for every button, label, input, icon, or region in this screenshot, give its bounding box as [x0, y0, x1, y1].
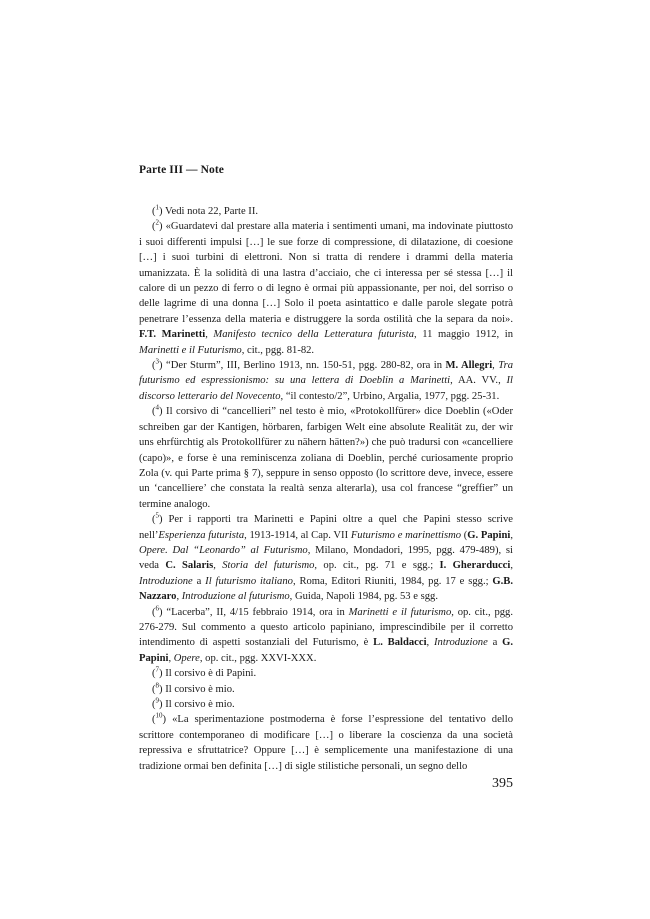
work-title: Il discorso letterario del Novecento — [139, 375, 513, 402]
footnote-number: 1 — [155, 203, 160, 212]
author-name: C. Salaris — [165, 560, 214, 572]
note-text: , 1913-1914, al Cap. VII — [244, 529, 351, 541]
footnote-number: 6 — [155, 604, 160, 613]
note-text: , — [213, 560, 223, 572]
note-text: Il corsivo di “cancellieri” nel testo è mio, «Protokollfürer» dice Doeblin («Oder schreiben gar der Kantigen, hörbaren, farbigen Welt eine absolute Realität zu, der wir uns ehrfürchtig als Protokollfürer zu nähern hätten?») che può tradursi con «cancelliere (capo)», e forse è una reminiscenza zoliana di Doeblin, perché curiosamente proprio Zola (v. qui Parte prima § 7), seppure in senso opposto (lo scrittore deve, invece, essere un ‘cancelliere’ che constata la realtà senza alterarla), usa col francese “greffier” un termine analogo. — [139, 406, 513, 510]
footnote-1: ($^1$) Vedi nota 22, Parte II. — [152, 203, 258, 217]
note-text: a — [192, 575, 206, 587]
note-text: ( — [461, 529, 468, 541]
work-title: Il futurismo italiano — [205, 575, 293, 587]
note-text: , AA. VV., — [450, 375, 507, 387]
footnote-3: ($^3$) “Der Sturm”, III, Berlino 1913, nn. 150-51, pgg. 280-82, ora in M. Allegri, Tra futurismo ed espressionismo: su una lettera di Doeblin a Marinetti, AA. VV., Il discorso letterario del Novecento, “il contesto/2”, Urbino, Argalia, 1977, pgg. 25-31. — [139, 357, 513, 402]
work-title: Opere — [173, 652, 200, 664]
note-text: , Milano, Mondadori, 1995, pgg. 479-489), si veda — [139, 544, 513, 572]
note-text: , — [168, 652, 174, 664]
work-title: Introduzione — [139, 575, 193, 587]
footnote-8: ($^8$) Il corsivo è mio. — [152, 681, 235, 695]
note-text: , op. cit., pg. 71 e sgg.; — [314, 560, 440, 572]
author-name: L. Baldacci — [373, 637, 427, 649]
note-text: , — [426, 637, 435, 649]
note-text: «La sperimentazione postmoderna è forse l’espressione del tentativo dello scrittore contemporaneo di modificare […] o liberare la coscienza da una società repressiva e sfruttatrice? Oppure […] è semplicemente una manifestazione di una tradizione ormai ben definita […] di sigle stilistiche personali, un segno dello — [139, 714, 513, 772]
footnote-6: ($^6$) “Lacerba”, II, 4/15 febbraio 1914, ora in Marinetti e il futurismo, op. cit., pgg. 276-279. Sul commento a questo articolo papiniano, imprescindibile per il corretto intendimento di aspetti sostanziali del Futurismo, è L. Baldacci, Introduzione a G. Papini, Opere, op. cit., pgg. XXVI-XXX. — [139, 604, 514, 664]
work-title: Introduzione al futurismo — [181, 591, 290, 603]
note-text: “Lacerba”, II, 4/15 febbraio 1914, ora in — [166, 606, 349, 618]
work-title: Esperienza futurista — [158, 529, 245, 541]
footnote-number: 9 — [155, 696, 160, 705]
note-text: , — [176, 591, 182, 603]
note-text: , op. cit., pgg. XXVI-XXX. — [199, 652, 317, 664]
footnote-7: ($^7$) Il corsivo è di Papini. — [152, 665, 257, 680]
note-text: “Der Sturm”, III, Berlino 1913, nn. 150-51, pgg. 280-82, ora in — [166, 360, 446, 372]
note-text: , “il contesto/2”, Urbino, Argalia, 1977, pgg. 25-31. — [280, 390, 500, 402]
work-title: Futurismo e marinettismo — [350, 529, 462, 541]
footnote-number: 3 — [155, 357, 160, 366]
note-text: Il corsivo è mio. — [165, 699, 235, 710]
author-name: G. Papini — [467, 529, 511, 541]
note-text: , cit., pgg. 81-82. — [241, 344, 315, 356]
footnote-5: ($^5$) Per i rapporti tra Marinetti e Papini oltre a quel che Papini stesso scrive nell’Esperienza futurista, 1913-1914, al Cap. VII Futurismo e marinettismo (G. Papini, Opere. Dal “Leonardo” al Futurismo, Milano, Mondadori, 1995, pgg. 479-489), si veda C. Salaris, Storia del futurismo, op. cit., pg. 71 e sgg.; I. Gherarducci, Introduzione a Il futurismo italiano, Roma, Editori Riuniti, 1984, pg. 17 e sgg.; G.B. Nazzaro, Introduzione al futurismo, Guida, Napoli 1984, pg. 53 e sgg. — [139, 511, 514, 603]
work-title: Manifesto tecnico della Letteratura futurista — [213, 329, 415, 341]
note-text: , Guida, Napoli 1984, pg. 53 e sgg. — [289, 591, 438, 603]
footnote-4: ($^4$) Il corsivo di “cancellieri” nel testo è mio, «Protokollfürer» dice Doeblin («Oder schreiben gar der Kantigen, hörbaren, farbigen Welt eine absolute Realität zu, der wir uns ehrfürchtig als Protokollfürer zu nähern hätten?») che può tradursi con «cancelliere (capo)», e forse è una reminiscenza zoliana di Doeblin, perché curiosamente proprio Zola (v. qui Parte prima § 7), seppure in senso opposto (lo scrittore deve, invece, essere un ‘cancelliere’ che constata la realtà senza alterarla), usa col francese “greffier” un termine analogo. — [139, 403, 513, 510]
work-title: Marinetti e il Futurismo — [139, 344, 242, 356]
note-text: , — [492, 360, 499, 372]
footnote-9: ($^9$) Il corsivo è mio. — [152, 696, 235, 710]
note-text: Per i rapporti tra Marinetti e Papini oltre a quel che Papini stesso scrive nell’ — [139, 514, 513, 541]
page-header: Parte III — Note — [139, 164, 224, 176]
footnote-number: 10 — [155, 711, 163, 720]
work-title: Introduzione — [434, 637, 488, 649]
work-title: Tra futurismo ed espressionismo: su una lettera di Doeblin a Marinetti — [139, 360, 513, 387]
footnote-number: 4 — [155, 403, 160, 412]
note-text: Il corsivo è mio. — [165, 683, 235, 695]
footnote-10: ($^{10}$) «La sperimentazione postmoderna è forse l’espressione del tentativo dello scrittore contemporaneo di modificare […] o liberare la coscienza da una società repressiva e sfruttatrice? Oppure […] è semplicemente una manifestazione di una tradizione ormai ben definita […] di sigle stilistiche personali, un segno dello — [139, 711, 513, 772]
note-text: , Roma, Editori Riuniti, 1984, pg. 17 e sgg.; — [292, 575, 493, 587]
footnote-number: 7 — [155, 665, 160, 674]
work-title: Storia del futurismo — [222, 560, 315, 572]
note-text: , — [510, 529, 513, 541]
note-text: , op. cit., pgg. 276-279. Sul commento a questo articolo papiniano, imprescindibile per il corretto intendimento di aspetti sostanziali del Futurismo, è — [139, 606, 513, 649]
note-text: «Guardatevi dal prestare alla materia i sentimenti umani, ma indovinate piuttosto i suoi differenti impulsi […] le sue forze di compressione, di dilatazione, di coesione […] i suoi turbini di elettroni. Non si tratta di rendere i drammi della materia umanizzata. È la solidità di una lastra d’acciaio, che ci interessa per sé stessa […] il calore di un pezzo di ferro o di legno è ormai più appassionante, per noi, del sorriso o delle lagrime di una donna […] Solo il poeta asintattico e dalle parole slegate potrà penetrare l’essenza della materia e distruggere la sorda ostilità che la separa da noi». — [139, 221, 513, 325]
author-name: G. Papini — [139, 637, 514, 664]
page-number: 395 — [492, 776, 513, 791]
work-title: Marinetti e il futurismo — [348, 606, 452, 618]
author-name: M. Allegri — [445, 360, 493, 372]
note-text: , 11 maggio 1912, in — [414, 329, 514, 341]
note-text: , — [205, 329, 214, 341]
note-text: a — [487, 637, 503, 649]
footnote-number: 5 — [155, 511, 160, 520]
footnote-2: ($^2$) «Guardatevi dal prestare alla materia i sentimenti umani, ma indovinate piuttosto i suoi differenti impulsi […] le sue forze di compressione, di dilatazione, di coesione […] i suoi turbini di elettroni. Non si tratta di rendere i drammi della materia umanizzata. È la solidità di una lastra d’acciaio, che ci interessa per sé stessa […] il calore di un pezzo di ferro o di legno è ormai più appassionante, per noi, del sorriso o delle lagrime di una donna […] Solo il poeta asintattico e dalle parole slegate potrà penetrare l’essenza della materia e distruggere la sorda ostilità che la separa da noi». F.T. Marinetti, Manifesto tecnico della Letteratura futurista, 11 maggio 1912, in Marinetti e il Futurismo, cit., pgg. 81-82. — [139, 218, 514, 356]
author-name: F.T. Marinetti — [139, 329, 206, 341]
note-text: Vedi nota 22, Parte II. — [165, 206, 258, 217]
footnote-number: 8 — [155, 681, 160, 690]
author-name: G.B. Nazzaro — [139, 575, 514, 603]
note-text: Il corsivo è di Papini. — [165, 668, 257, 680]
note-text: , — [510, 560, 513, 572]
footnote-number: 2 — [155, 218, 160, 227]
author-name: I. Gherarducci — [439, 560, 511, 572]
work-title: Opere. Dal “Leonardo” al Futurismo — [139, 544, 308, 556]
footnotes-list — [139, 204, 513, 774]
